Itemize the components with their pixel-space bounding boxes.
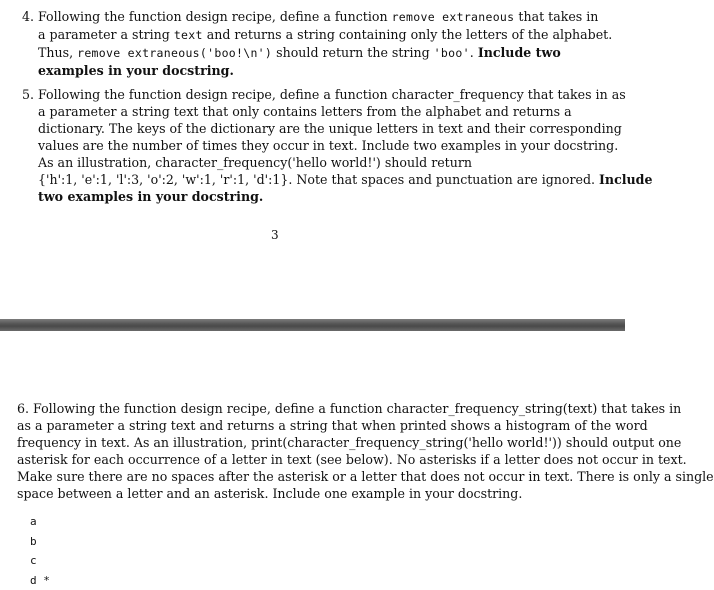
question-6-line-6: space between a letter and an asterisk. Include one example in your docstring. [17, 485, 617, 502]
histogram-row: b [30, 532, 50, 552]
question-4-line-2 [38, 26, 612, 44]
question-5-line-2: a parameter a string text that only contains letters from the alphabet and returns a [38, 103, 653, 120]
question-5-line-6 [38, 171, 653, 188]
question-5-line-7 [38, 188, 653, 205]
q5-l6-bold: Include [599, 172, 652, 187]
q5-l7-bold: two examples in your docstring. [38, 189, 263, 204]
q4-l1-code: remove extraneous [392, 10, 515, 24]
question-4-line-1 [38, 8, 612, 26]
question-5-line-5: As an illustration, character_frequency('hello world!') should return [38, 154, 653, 171]
histogram-row: a [30, 512, 50, 532]
question-6-line-4: asterisk for each occurrence of a letter in text (see below). No asterisks if a letter does not occur in text. [17, 451, 617, 468]
question-6-line-1: 6. Following the function design recipe, define a function character_frequency_string(text) that takes in [17, 400, 617, 417]
question-5-line-1: Following the function design recipe, define a function character_frequency that takes in as [38, 86, 653, 103]
page-number: 3 [271, 227, 279, 244]
question-5-line-4: values are the number of times they occur in text. Include two examples in your docstring. [38, 137, 653, 154]
question-6-line-5: Make sure there are no spaces after the asterisk or a letter that does not occur in text. There is only a single [17, 468, 617, 485]
q4-l3-punct: . [470, 45, 478, 60]
q4-l3-code: remove extraneous('boo!\n') [77, 46, 272, 60]
question-5-number: 5. [22, 86, 34, 103]
histogram-row: c [30, 551, 50, 571]
question-5-line-3: dictionary. The keys of the dictionary are the unique letters in text and their corresponding [38, 120, 653, 137]
histogram-example [30, 512, 50, 590]
q4-l3-bold: Include two [478, 45, 561, 60]
q4-l2-text: a parameter a string [38, 27, 174, 42]
page-divider [0, 319, 625, 331]
question-6 [17, 400, 617, 502]
question-5-text [38, 86, 653, 205]
histogram-row: d * [30, 571, 50, 590]
q5-l6-text: {'h':1, 'e':1, 'l':3, 'o':2, 'w':1, 'r':1, 'd':1}. Note that spaces and punctuation are ignored. [38, 172, 599, 187]
q4-l3-text: Thus, [38, 45, 77, 60]
q4-l3-text-mid: should return the string [272, 45, 434, 60]
q4-l2-code: text [174, 28, 203, 42]
q4-l1-text: Following the function design recipe, define a function [38, 9, 392, 24]
question-4-text [38, 8, 612, 79]
question-6-line-3: frequency in text. As an illustration, print(character_frequency_string('hello world!')) should output one [17, 434, 617, 451]
question-4-number: 4. [22, 8, 34, 25]
question-4-line-4 [38, 62, 612, 79]
question-4-line-3 [38, 44, 612, 62]
q4-l4-bold: examples in your docstring. [38, 63, 234, 78]
question-6-line-2: as a parameter a string text and returns a string that when printed shows a histogram of the word [17, 417, 617, 434]
q4-l2-text-end: and returns a string containing only the letters of the alphabet. [203, 27, 613, 42]
q4-l3-code-2: 'boo' [434, 46, 470, 60]
q4-l1-text-end: that takes in [514, 9, 598, 24]
